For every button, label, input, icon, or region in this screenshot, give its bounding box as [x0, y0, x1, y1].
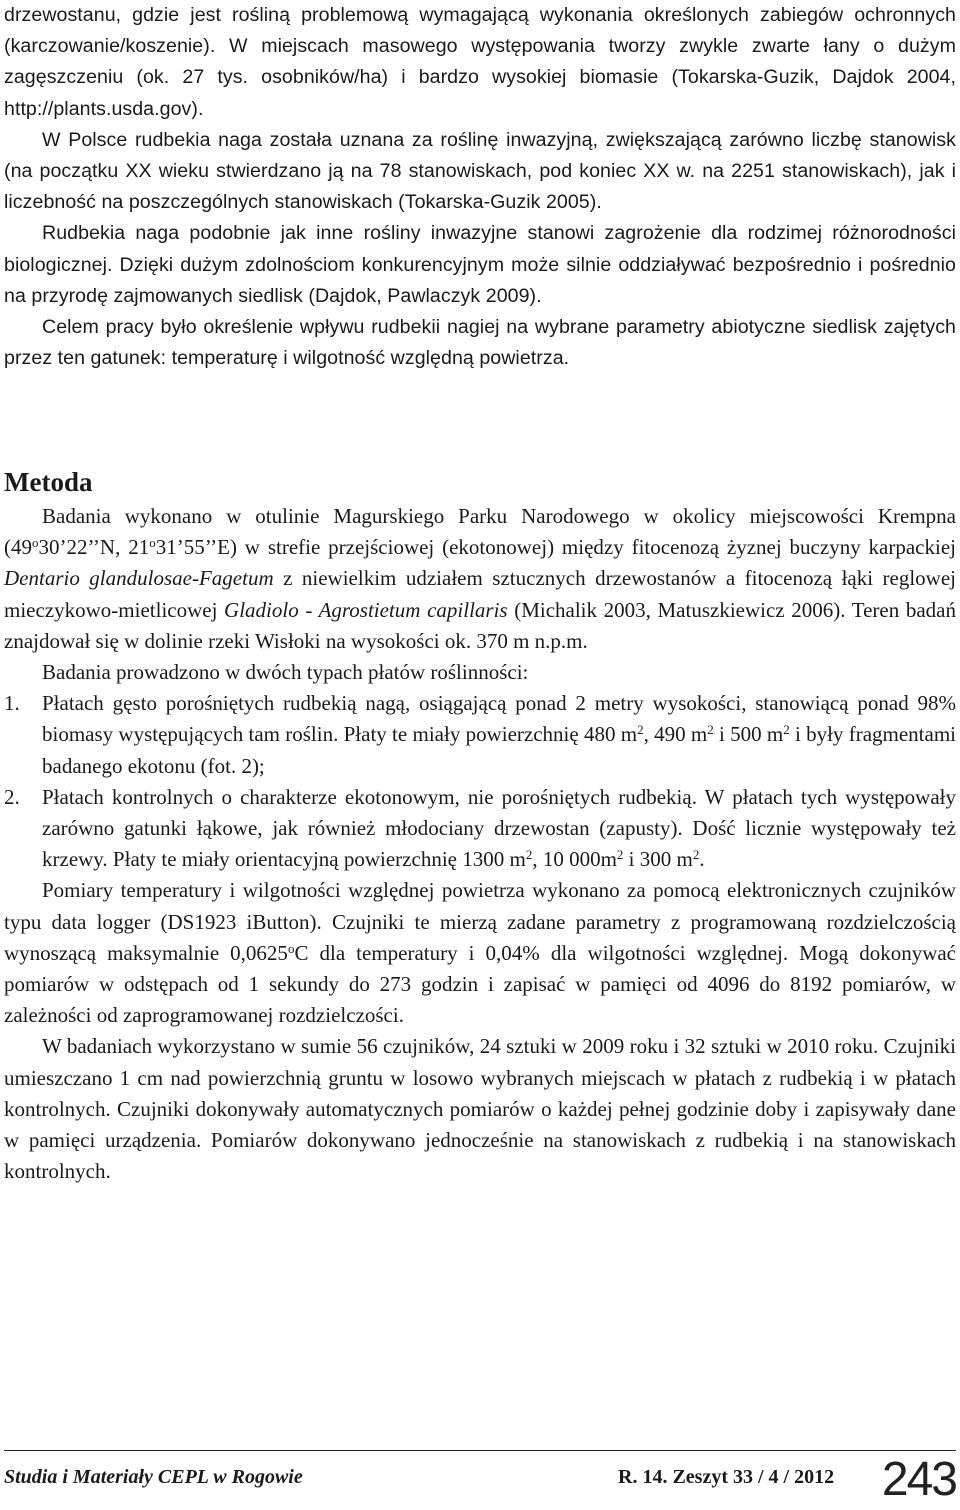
intro-section — [4, 0, 956, 374]
paragraph-method-2: Badania prowadzono w dwóch typach płatów roślinności: — [42, 660, 529, 685]
list-item: 1. Płatach gęsto porośniętych rudbekią nagą, osiągającą ponad 2 metry wysokości, stanowiącą ponad 98% biomasy występujących tam roślin. Płaty te miały powierzchnię 480 $m^2$, 490 $m^2$ i 500 $m^2$ i były fragmentami badanego ekotonu (fot. 2); — [4, 691, 956, 778]
paragraph-method-4: W badaniach wykorzystano w sumie 56 czujników, 24 sztuki w 2009 roku i 32 sztuki w 2010 roku. Czujniki umieszczano 1 cm nad powierzchnią gruntu w losowo wybranych miejscach w płatach z rudbekią i w płatach kontrolnych. Czujniki dokonywały automatycznych pomiarów o każdej pełnej godzinie doby i zapisywały dane w pamięci urządzenia. Pomiarów dokonywano jednocześnie na stanowiskach z rudbekią i na stanowiskach kontrolnych. — [4, 1034, 956, 1184]
paragraph-method-3: Pomiary temperatury i wilgotności względnej powietrza wykonano za pomocą elektronicznych czujników typu data logger (DS1923 iButton). Czujniki te mierzą zadane parametry z programowaną rozdzielczością wynoszącą maksymalnie 0,0625$^o$C dla temperatury i 0,04% dla wilgotności względnej. Mogą dokonywać pomiarów w odstępach od 1 sekundy do 273 godzin i zapisać w pamięci od 4096 do 8192 pomiarów, w zależności od zaprogramowanej rozdzielczości. — [4, 878, 956, 1028]
journal-title: Studia i Materiały CEPL w Rogowie — [4, 1466, 303, 1488]
paragraph-intro-2: W Polsce rudbekia naga została uznana za roślinę inwazyjną, zwiększającą zarówno liczbę stanowisk (na początku XX wieku stwierdzano ją na 78 stanowiskach, pod koniec XX w. na 2251 stanowiskach), jak i liczebność na poszczególnych stanowiskach (Tokarska-Guzik 2005). — [4, 128, 956, 214]
issue-info: R. 14. Zeszyt 33 / 4 / 2012 — [618, 1466, 835, 1488]
method-section — [4, 501, 956, 1187]
paragraph-method-1: Badania wykonano w otulinie Magurskiego Parku Narodowego w okolicy miejscowości Krempna (49$^o$30’22’’N, 21$^o$31’55’’E) w strefie przejściowej (ekotonowej) między fitocenozą żyznej buczyny karpackiej Dentario glandulosae-Fagetum z niewielkim udziałem sztucznych drzewostanów a fitocenozą łąki reglowej mieczykowo-mietlicowej Gladiolo - Agrostietum capillaris (Michalik 2003, Matuszkiewicz 2006). Teren badań znajdował się w dolinie rzeki Wisłoki na wysokości ok. 370 m n.p.m. — [4, 504, 957, 653]
section-heading-metoda: Metoda — [4, 467, 93, 497]
paragraph-intro-4: Celem pracy było określenie wpływu rudbekii nagiej na wybrane parametry abiotyczne siedlisk zajętych przez ten gatunek: temperaturę i wilgotność względną powietrza. — [4, 316, 956, 370]
page-number: 243 — [881, 1453, 956, 1506]
paragraph-intro-1: drzewostanu, gdzie jest rośliną problemową wymagającą wykonania określonych zabiegów ochronnych (karczowanie/koszenie). W miejscach masowego występowania tworzy zwykle zwarte łany o dużym zagęszczeniu (ok. 27 tys. osobników/ha) i bardzo wysokiej biomasie (Tokarska-Guzik, Dajdok 2004, http://plants.usda.gov). — [4, 4, 956, 120]
list-item: 2. Płatach kontrolnych o charakterze ekotonowym, nie porośniętych rudbekią. W płatach tych występowały zarówno gatunki łąkowe, jak również młodociany drzewostan (zapusty). Dość licznie występowały też krzewy. Płaty te miały orientacyjną powierzchnię 1300 $m^2$, 10 $000m^2$ i 300 $m^2$. — [4, 784, 956, 872]
footer-divider — [4, 1450, 956, 1451]
paragraph-intro-3: Rudbekia naga podobnie jak inne rośliny inwazyjne stanowi zagrożenie dla rodzimej różnorodności biologicznej. Dzięki dużym zdolnościom konkurencyjnym może silnie oddziaływać bezpośrednio i pośrednio na przyrodę zajmowanych siedlisk (Dajdok, Pawlaczyk 2009). — [4, 222, 956, 307]
